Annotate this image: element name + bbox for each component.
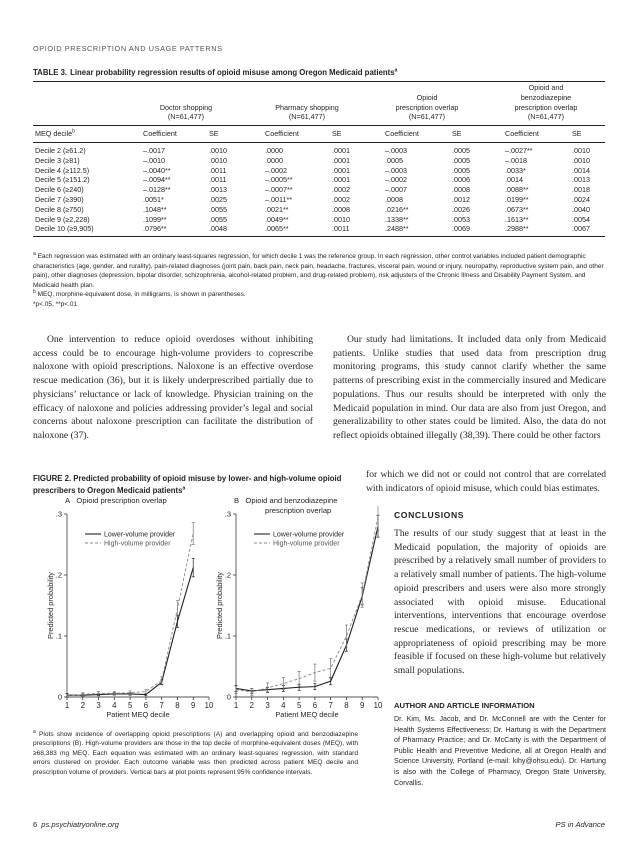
table-cell-coefficient: –.0007: [385, 185, 407, 195]
table-group-benzo-overlap: Opioid and benzodiazepine prescription overlap (N=61,477): [514, 83, 578, 122]
x-tick-label: 8: [175, 701, 180, 710]
table-cell-se: .0054: [572, 214, 590, 224]
table-cell-se: .0008: [332, 204, 350, 214]
figure-title: [33, 473, 358, 496]
table-cell-se: .0005: [452, 155, 470, 165]
table-cell-coefficient: –.0002: [265, 165, 287, 175]
table-cell-coefficient: .0051*: [143, 194, 164, 204]
x-tick-label: 3: [265, 701, 270, 710]
table-footnotes: [33, 252, 605, 310]
table-row: [33, 185, 605, 195]
x-tick-label: 6: [312, 701, 318, 710]
table-cell-coefficient: –.0011**: [265, 194, 293, 204]
table-cell-se: .0055: [209, 204, 227, 214]
table-row: [33, 215, 605, 225]
figure-title-footnote-mark: a: [182, 484, 186, 491]
table-row-label: Decile 7 (≥390): [35, 194, 84, 204]
figure-label: FIGURE 2.: [33, 474, 72, 483]
x-tick-label: 8: [344, 701, 349, 710]
table-cell-coefficient: –.0003: [385, 165, 407, 175]
table-cell-se: .0012: [452, 194, 470, 204]
x-tick-label: 5: [296, 701, 302, 710]
col-header-se: SE: [430, 126, 487, 143]
table-cell-se: .0014: [572, 165, 590, 175]
series-line-lower-volume: [67, 568, 193, 695]
y-tick-label: .1: [55, 631, 62, 641]
table-cell-se: .0013: [572, 175, 590, 185]
table-cell-coefficient: .0065**: [265, 224, 289, 234]
y-axis-title: Predicted probability: [46, 572, 55, 639]
table-cell-coefficient: .1048**: [143, 204, 167, 214]
panel-b-title-line-2: prescription overlap: [265, 506, 332, 515]
table-cell-se: .0005: [452, 165, 470, 175]
table-cell-se: .0011: [209, 175, 227, 185]
table-title-text: Linear probability regression results of opioid misuse among Oregon Medicaid patients: [70, 68, 395, 77]
col-header-se: SE: [550, 126, 605, 143]
table-cell-se: .0067: [572, 224, 590, 234]
table-cell-se: .0001: [332, 145, 350, 155]
table-row: [33, 142, 605, 155]
table-cell-coefficient: .0199**: [505, 194, 529, 204]
panel-b-title-line-1: Opioid and benzodiazepine: [245, 496, 338, 505]
table-row: [33, 166, 605, 176]
table-cell-coefficient: .0049**: [265, 214, 289, 224]
table-footnote-b: $^b$ MEQ, morphine-equivalent dose, in milligrams, is shown in parentheses.: [33, 289, 246, 299]
table-title-footnote-mark: a: [394, 67, 398, 74]
y-tick-label: 0: [57, 692, 62, 702]
table-row-label: Decile 8 (≥750): [35, 204, 84, 214]
x-tick-label: 10: [373, 701, 382, 710]
table-cell-coefficient: –.0003: [385, 145, 407, 155]
table-cell-se: .0002: [332, 185, 350, 195]
y-tick-label: .3: [55, 509, 62, 519]
affiliation-text: Dr. Kim, Ms. Jacob, and Dr. McConnell are with the Center for Health Systems Effectiveness; Dr. Hartung is with the Department of Pharmacy Practice; and Dr. McCarty is with the Department of Public Health and Preventive Medicine, all at Oregon Health and Science University, Portland (e-mail: kihy@ohsu.edu). Dr. Hartung is also with the College of Pharmacy, Oregon State University, Corvallis.: [394, 715, 606, 787]
table-cell-coefficient: .0021**: [265, 204, 289, 214]
table-cell-coefficient: –.0094**: [143, 175, 171, 185]
table-cell-coefficient: –.0018: [505, 155, 527, 165]
x-tick-label: 9: [191, 701, 196, 710]
table-footnote-significance: *p<.05, **p<.01: [33, 300, 78, 308]
table-row: [33, 156, 605, 166]
table-cell-se: .0048: [209, 224, 227, 234]
table-cell-se: .0013: [209, 185, 227, 195]
x-axis-title: Patient MEQ decile: [106, 710, 170, 719]
legend-label: High-volume provider: [273, 540, 340, 548]
x-tick-label: 10: [204, 701, 213, 710]
table-cell-se: .0010: [572, 145, 590, 155]
x-tick-label: 4: [112, 701, 117, 710]
table-cell-coefficient: –.0010: [143, 155, 165, 165]
panel-b-letter: B: [234, 496, 240, 505]
table-row-label: Decile 9 (≥2,228): [35, 214, 90, 224]
table-cell-se: .0053: [452, 214, 470, 224]
series-line-high-volume: [67, 531, 193, 696]
table-top-rule: [33, 81, 605, 82]
panel-a-title-text: Opioid prescription overlap: [76, 496, 167, 505]
table-cell-coefficient: .0014: [505, 175, 523, 185]
table-row-label: Decile 3 (≥81): [35, 155, 80, 165]
table-cell-se: .0010: [332, 214, 350, 224]
y-tick-label: 0: [226, 692, 231, 702]
x-tick-label: 7: [159, 701, 164, 710]
page-number: 6: [33, 820, 38, 829]
x-tick-label: 9: [360, 701, 365, 710]
table-cell-coefficient: .2488**: [385, 224, 409, 234]
col-header-se: SE: [310, 126, 367, 143]
table-cell-se: .0006: [452, 175, 470, 185]
footer-journal-name: PS in Advance: [555, 820, 605, 829]
table-cell-se: .0026: [452, 204, 470, 214]
x-tick-label: 4: [281, 701, 286, 710]
table-group-header-row: [33, 83, 605, 126]
table-row: [33, 175, 605, 185]
table-column-header-row: [33, 126, 605, 143]
affiliation-heading: AUTHOR AND ARTICLE INFORMATION: [394, 701, 535, 710]
table-footnote-a: $^a$ Each regression was estimated with an ordinary least-squares regression, for which decile 1 was the reference group. In each regression, other control variables included patient demographic characteristics (age, gender, and rurality), pain-related diagnoses (joint pain, back pain, neck pain, headache, fractures, visceral pain, wound or injury, neuropathy, reproductive system pain, and other pain), other diagnoses (depression, bipolar disorder, schizophrenia, alcohol-related problem, and drug-related problem), risk adjusters of the Chronic Illness and Disability Payment System, and Medicaid health plan.: [33, 250, 604, 289]
table-cell-se: .0018: [572, 185, 590, 195]
x-axis-title: Patient MEQ decile: [275, 710, 339, 719]
table-cell-se: .0024: [572, 194, 590, 204]
table-row-label: Decile 6 (≥240): [35, 185, 84, 195]
table-cell-coefficient: .0216**: [385, 204, 409, 214]
table-cell-se: .0005: [452, 145, 470, 155]
figure-title-text: Predicted probability of opioid misuse by lower- and high-volume opioid prescribers to Oregon Medicaid patients: [33, 474, 342, 495]
legend-label: Lower-volume provider: [273, 531, 345, 539]
table-row-label: Decile 4 (≥112.5): [35, 165, 90, 175]
table-cell-se: .0040: [572, 204, 590, 214]
table-group-opioid-overlap: Opioid prescription overlap (N=61,477): [395, 92, 459, 122]
table-cell-se: .0010: [209, 145, 227, 155]
table-cell-se: .0008: [452, 185, 470, 195]
table-body: [33, 142, 605, 236]
x-tick-label: 6: [143, 701, 149, 710]
journal-site: ps.psychiatryonline.org: [41, 820, 119, 829]
table-title: [33, 68, 397, 77]
y-tick-label: .3: [224, 509, 231, 519]
y-tick-label: .2: [224, 570, 231, 580]
col-header-coefficient: Coefficient: [247, 126, 310, 143]
table-row-label: Decile 2 (≥61.2): [35, 145, 86, 155]
table-group-doctor-shopping: Doctor shopping (N=61,477): [159, 102, 213, 122]
col-header-coefficient: Coefficient: [487, 126, 550, 143]
table-cell-coefficient: –.0007**: [265, 185, 293, 195]
x-tick-label: 1: [64, 701, 70, 710]
legend-label: Lower-volume provider: [104, 531, 176, 539]
table-cell-coefficient: .0005: [385, 155, 403, 165]
col-header-coefficient: Coefficient: [367, 126, 430, 143]
panel-a-title: [65, 496, 167, 505]
table-cell-se: .0025: [209, 194, 227, 204]
table-cell-coefficient: .0000: [265, 145, 283, 155]
table-row: [33, 195, 605, 205]
table-cell-se: .0011: [209, 165, 227, 175]
table-cell-coefficient: .0673**: [505, 204, 529, 214]
table-cell-coefficient: .0796**: [143, 224, 167, 234]
table-cell-coefficient: –.0128**: [143, 185, 171, 195]
body-paragraph-limitations-continued: for which we did not or could not control that are correlated with indicators of opioid misuse, which could bias estimates.: [366, 469, 606, 494]
chart-opioid-benzo-overlap: [202, 506, 382, 726]
y-tick-label: .2: [55, 570, 62, 580]
table-row: [33, 224, 605, 236]
table-row: [33, 205, 605, 215]
table-cell-se: .0001: [332, 155, 350, 165]
x-tick-label: 2: [80, 701, 85, 710]
table-cell-coefficient: .0000: [265, 155, 283, 165]
legend-label: High-volume provider: [104, 540, 171, 548]
x-tick-label: 1: [233, 701, 239, 710]
regression-table: [33, 83, 605, 237]
x-tick-label: 5: [127, 701, 133, 710]
table-cell-se: .0055: [209, 214, 227, 224]
col-header-se: SE: [187, 126, 247, 143]
body-paragraph-limitations: Our study had limitations. It included data only from Medicaid patients. Unlike studies that used data from prescription drug monitoring programs, this study cannot clarify whether the same patterns of prescribing exist in the commercially insured and Medicare populations. Thus our results should be interpreted with only the Medicaid population in mind. Our data are also from just Oregon, and generalizability to other states could be limited. Also, the data do not reflect opioids obtained illegally (38,39). There could be other factors: [333, 334, 606, 441]
table-cell-se: .0002: [332, 194, 350, 204]
running-head: OPIOID PRESCRIPTION AND USAGE PATTERNS: [33, 44, 223, 53]
table-cell-se: .0001: [332, 165, 350, 175]
body-paragraph-naloxone: One intervention to reduce opioid overdoses without inhibiting access could be to encourage high-volume providers to coprescribe naloxone with opioid prescriptions. Naloxone is an effective overdose rescue medication (36), but it is likely underprescribed partially due to physicians’ reluctance or lack of knowledge. Physician training on the efficacy of naloxone and policies addressing provider’s legal and social concerns about naloxone prescription can facilitate the distribution of naloxone (37).: [33, 334, 313, 441]
y-tick-label: .1: [224, 631, 231, 641]
table-cell-coefficient: .1338**: [385, 214, 409, 224]
conclusions-heading: CONCLUSIONS: [394, 510, 465, 520]
series-line-lower-volume: [236, 526, 378, 691]
col-header-coefficient: Coefficient: [125, 126, 187, 143]
table-cell-se: .0010: [209, 155, 227, 165]
x-tick-label: 2: [249, 701, 254, 710]
table-group-pharmacy-shopping: Pharmacy shopping (N=61,477): [275, 102, 339, 122]
table-cell-coefficient: –.0005**: [265, 175, 293, 185]
chart-opioid-overlap: [33, 506, 213, 726]
table-cell-coefficient: .0088**: [505, 185, 529, 195]
table-cell-coefficient: .2988**: [505, 224, 529, 234]
y-axis-title: Predicted probability: [215, 572, 224, 639]
table-cell-se: .0001: [332, 175, 350, 185]
table-cell-se: .0010: [572, 155, 590, 165]
table-cell-coefficient: –.0040**: [143, 165, 171, 175]
table-cell-coefficient: .1099**: [143, 214, 167, 224]
table-cell-coefficient: .0008: [385, 194, 403, 204]
x-tick-label: 7: [328, 701, 333, 710]
table-row-label: Decile 10 (≥9,905): [35, 224, 94, 234]
table-cell-coefficient: –.0017: [143, 145, 165, 155]
table-cell-se: .0069: [452, 224, 470, 234]
conclusions-text: The results of our study suggest that at least in the Medicaid population, the majority of opioids are prescribed by a relatively small number of providers to a relatively small number of patients. The high-volume opioid prescribers and users were also more strongly associated with opioid misuse. Educational interventions, interventions that encourage overdose rescue medications, or reviews of utilization or appropriateness of opioid prescribing may be more feasible if focused on these high-volume but relatively small populations.: [394, 528, 606, 677]
x-tick-label: 3: [96, 701, 101, 710]
table-group-header-blank: [33, 83, 125, 126]
table-row-label: Decile 5 (≥151.2): [35, 175, 90, 185]
table-row-header: MEQ decile$^b$: [33, 126, 125, 143]
panel-a-letter: A: [65, 496, 71, 505]
table-cell-coefficient: .0033*: [505, 165, 526, 175]
table-label: TABLE 3.: [33, 68, 68, 77]
footer-left: [33, 820, 119, 829]
figure-note: $^a$ Plots show incidence of overlapping opioid prescriptions (A) and overlapping opioid and benzodiazepine prescriptions (B). High-volume providers are those in the top decile of morphine-equivalent doses (MEQ), with ≥68,383 mg MEQ. Each equation was estimated with an ordinary least-squares regression, with standard errors clustered on provider. Each outcome variable was then predicted across patient MEQ decile and prescription volume of providers. Vertical bars at plot points represent 95% confidence intervals.: [33, 728, 358, 776]
table-cell-coefficient: –.0002: [385, 175, 407, 185]
table-cell-coefficient: –.0027**: [505, 145, 533, 155]
table-cell-coefficient: .1613**: [505, 214, 529, 224]
table-cell-se: .0011: [332, 224, 350, 234]
